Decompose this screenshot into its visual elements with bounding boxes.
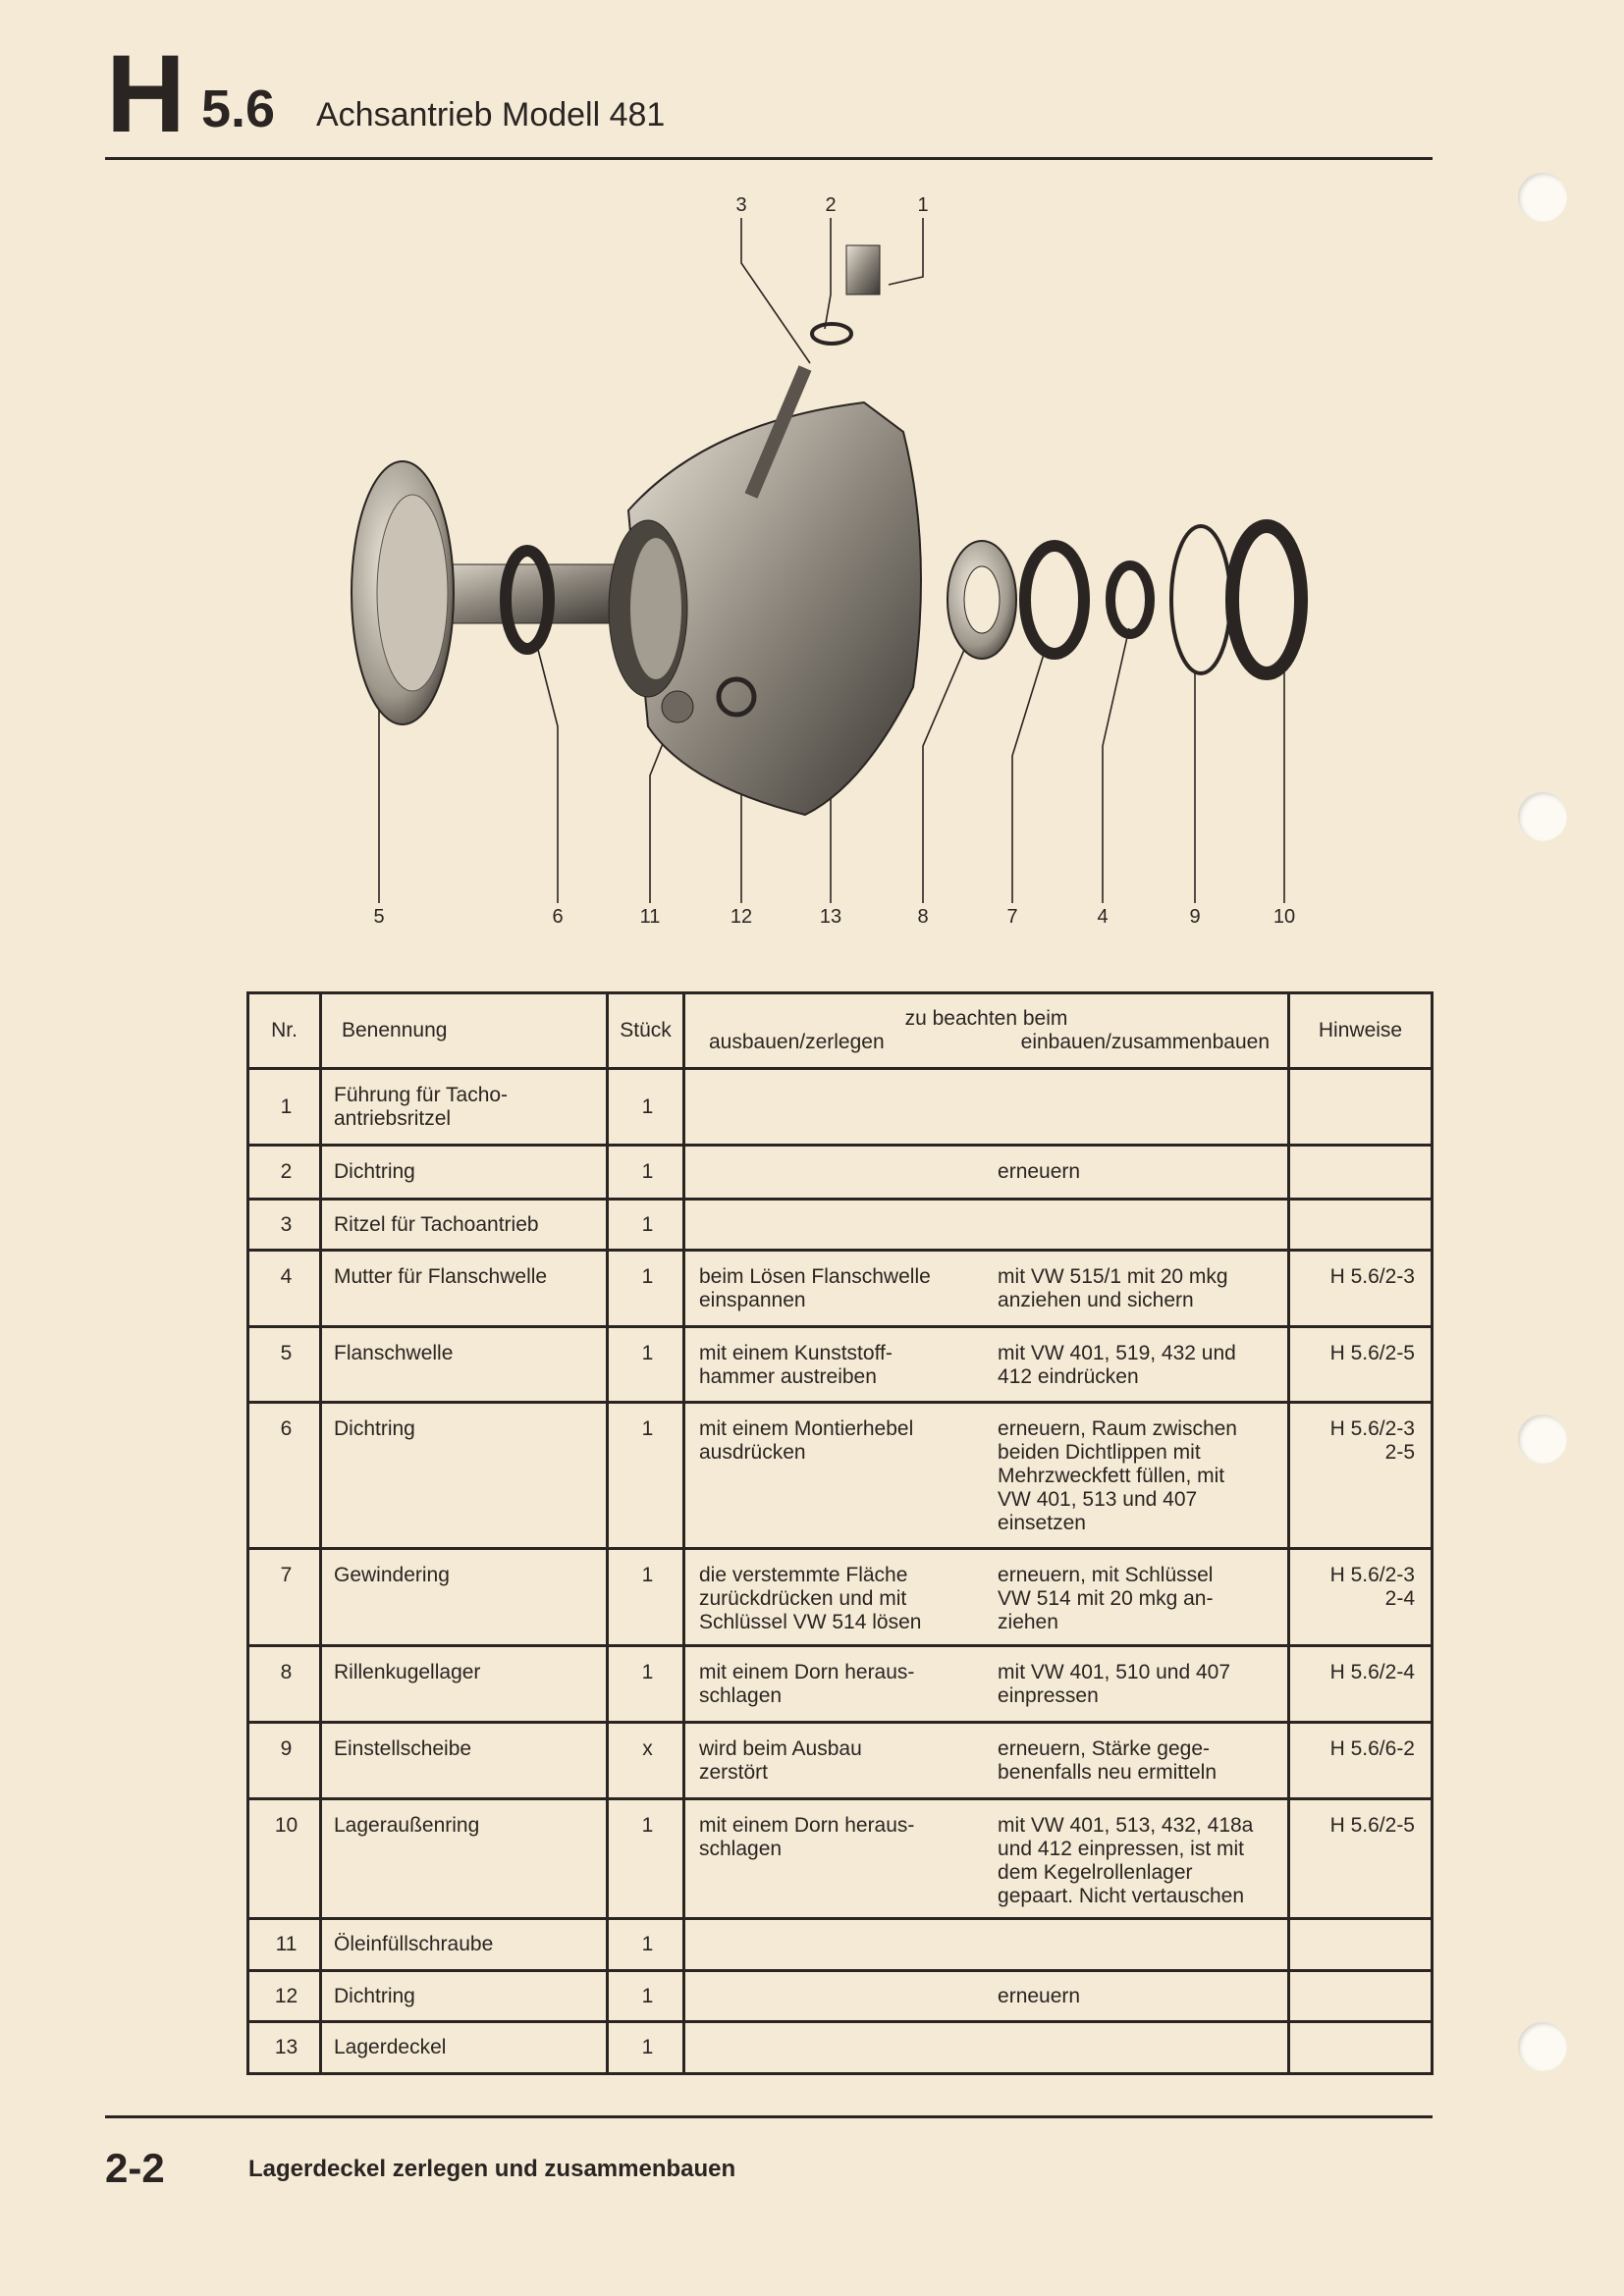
- header-hinweise: Hinweise: [1289, 993, 1433, 1069]
- shim-part: [1171, 526, 1230, 673]
- callout-label: 9: [1189, 906, 1201, 928]
- cell-zu-beachten: [684, 1919, 1289, 1971]
- cell-hinweise: [1289, 1971, 1433, 2022]
- footer-title: Lagerdeckel zerlegen und zusammenbauen: [248, 2156, 736, 2182]
- cell-nr: 7: [248, 1549, 321, 1646]
- header-zu-beachten-label: zu beachten beim: [904, 1007, 1068, 1030]
- tacho-guide-part: [846, 245, 880, 294]
- cell-hinweise: [1289, 2022, 1433, 2074]
- threaded-ring-part: [1025, 546, 1084, 654]
- cell-hinweise: [1289, 1919, 1433, 1971]
- cell-zu-beachten: [684, 1146, 1289, 1200]
- header-ausbauen: ausbauen/zerlegen: [709, 1031, 885, 1053]
- punch-hole: [1518, 1415, 1567, 1464]
- cell-ausbauen: [685, 1985, 984, 2008]
- cell-benennung: Mutter für Flanschwelle: [321, 1251, 608, 1327]
- table-row: [248, 1799, 1433, 1919]
- cell-hinweise: H 5.6/2-3 2-4: [1289, 1549, 1433, 1646]
- page-number: 2-2: [105, 2145, 165, 2191]
- cell-ausbauen: wird beim Ausbau zerstört: [699, 1737, 862, 1784]
- cell-hinweise: [1289, 1200, 1433, 1251]
- cell-hinweise: H 5.6/6-2: [1289, 1723, 1433, 1799]
- nut-part: [1110, 565, 1150, 634]
- cell-benennung: Führung für Tacho- antriebsritzel: [321, 1069, 608, 1146]
- cell-zu-beachten: [684, 1799, 1289, 1919]
- header-einbauen: einbauen/zusammenbauen: [1020, 1031, 1270, 1053]
- callout-label: 5: [373, 906, 385, 928]
- cell-nr: 4: [248, 1251, 321, 1327]
- section-letter: H: [106, 32, 184, 155]
- cell-nr: 12: [248, 1971, 321, 2022]
- cell-nr: 9: [248, 1723, 321, 1799]
- cell-stueck: 1: [608, 1919, 684, 1971]
- callout-label: 3: [735, 194, 747, 216]
- table-row: [248, 1971, 1433, 2022]
- cell-benennung: Öleinfüllschraube: [321, 1919, 608, 1971]
- cell-stueck: 1: [608, 1069, 684, 1146]
- cell-zu-beachten: [684, 1327, 1289, 1403]
- callout-label: 8: [917, 906, 929, 928]
- callout-label: 4: [1097, 906, 1109, 928]
- cell-nr: 8: [248, 1646, 321, 1723]
- cell-stueck: 1: [608, 1799, 684, 1919]
- cell-zu-beachten: [684, 1646, 1289, 1723]
- cell-hinweise: H 5.6/2-5: [1289, 1327, 1433, 1403]
- table-row: [248, 1200, 1433, 1251]
- cell-nr: 5: [248, 1327, 321, 1403]
- cell-stueck: 1: [608, 1403, 684, 1549]
- table-row: [248, 1069, 1433, 1146]
- callout-label: 10: [1272, 906, 1296, 928]
- header-nr: Nr.: [248, 993, 321, 1069]
- callout-label: 6: [552, 906, 564, 928]
- cell-zu-beachten: [684, 1200, 1289, 1251]
- section-number: 5.6: [201, 80, 276, 138]
- cell-benennung: Dichtring: [321, 1971, 608, 2022]
- cell-zu-beachten: [684, 1971, 1289, 2022]
- header-benennung: Benennung: [321, 993, 608, 1069]
- cell-ausbauen: [685, 1070, 984, 1084]
- cell-hinweise: [1289, 1069, 1433, 1146]
- cell-benennung: Rillenkugellager: [321, 1646, 608, 1723]
- flange-shaft-part: [352, 461, 628, 724]
- cell-stueck: 1: [608, 2022, 684, 2074]
- cell-einbauen: mit VW 401, 510 und 407 einpressen: [998, 1661, 1231, 1707]
- cell-stueck: 1: [608, 1549, 684, 1646]
- table-row: [248, 1403, 1433, 1549]
- cell-stueck: 1: [608, 1971, 684, 2022]
- parts-table: [246, 991, 1434, 2075]
- cell-benennung: Einstellscheibe: [321, 1723, 608, 1799]
- cell-zu-beachten: [684, 1549, 1289, 1646]
- cell-ausbauen: mit einem Dorn heraus- schlagen: [699, 1814, 915, 1860]
- bearing-outer-ring-part: [1232, 526, 1301, 673]
- cell-benennung: Flanschwelle: [321, 1327, 608, 1403]
- cell-stueck: x: [608, 1723, 684, 1799]
- cell-benennung: Lagerdeckel: [321, 2022, 608, 2074]
- cell-einbauen: erneuern, mit Schlüssel VW 514 mit 20 mkg an- ziehen: [998, 1564, 1214, 1633]
- cell-einbauen: [984, 1070, 1287, 1084]
- table-row: [248, 1146, 1433, 1200]
- callout-label: 7: [1006, 906, 1018, 928]
- cell-zu-beachten: [684, 1723, 1289, 1799]
- cell-einbauen: erneuern: [998, 1984, 1081, 2007]
- table-row: [248, 1919, 1433, 1971]
- cell-ausbauen: mit einem Kunststoff- hammer austreiben: [699, 1342, 893, 1388]
- punch-hole: [1518, 2022, 1567, 2071]
- cell-benennung: Dichtring: [321, 1403, 608, 1549]
- callout-label: 13: [819, 906, 842, 928]
- cell-nr: 3: [248, 1200, 321, 1251]
- cell-einbauen: mit VW 401, 519, 432 und 412 eindrücken: [998, 1342, 1236, 1388]
- cell-stueck: 1: [608, 1200, 684, 1251]
- header-stueck: Stück: [608, 993, 684, 1069]
- cell-benennung: Gewindering: [321, 1549, 608, 1646]
- cell-einbauen: mit VW 515/1 mit 20 mkg anziehen und sichern: [998, 1265, 1228, 1311]
- cell-zu-beachten: [684, 2022, 1289, 2074]
- cell-hinweise: H 5.6/2-5: [1289, 1799, 1433, 1919]
- table-row: [248, 1646, 1433, 1723]
- cell-ausbauen: [685, 1160, 984, 1184]
- callout-label: 1: [917, 194, 929, 216]
- cell-stueck: 1: [608, 1251, 684, 1327]
- cell-benennung: Lageraußenring: [321, 1799, 608, 1919]
- table-row: [248, 1251, 1433, 1327]
- cell-nr: 10: [248, 1799, 321, 1919]
- cell-einbauen: erneuern, Stärke gege- benenfalls neu ermitteln: [998, 1737, 1218, 1784]
- cell-benennung: Dichtring: [321, 1146, 608, 1200]
- cell-einbauen: erneuern: [998, 1160, 1081, 1183]
- cell-nr: 13: [248, 2022, 321, 2074]
- cell-nr: 2: [248, 1146, 321, 1200]
- table-row: [248, 2022, 1433, 2074]
- cell-stueck: 1: [608, 1327, 684, 1403]
- cell-nr: 6: [248, 1403, 321, 1549]
- cell-hinweise: [1289, 1146, 1433, 1200]
- table-row: [248, 1549, 1433, 1646]
- cell-hinweise: H 5.6/2-3 2-5: [1289, 1403, 1433, 1549]
- footer-rule: [105, 2115, 1433, 2118]
- cell-ausbauen: mit einem Montierhebel ausdrücken: [699, 1417, 914, 1464]
- callout-label: 2: [825, 194, 837, 216]
- cell-ausbauen: die verstemmte Fläche zurückdrücken und mit Schlüssel VW 514 lösen: [699, 1564, 922, 1633]
- table-header-row: [248, 993, 1433, 1069]
- table-row: [248, 1327, 1433, 1403]
- cell-zu-beachten: [684, 1069, 1289, 1146]
- page-title: Achsantrieb Modell 481: [316, 96, 666, 133]
- cell-nr: 1: [248, 1069, 321, 1146]
- cell-benennung: Ritzel für Tachoantrieb: [321, 1200, 608, 1251]
- table-row: [248, 1723, 1433, 1799]
- exploded-parts-diagram: [0, 0, 1624, 962]
- cell-ausbauen: mit einem Dorn heraus- schlagen: [699, 1661, 915, 1707]
- seal-ring-part: [812, 324, 851, 344]
- cell-hinweise: H 5.6/2-4: [1289, 1646, 1433, 1723]
- cell-stueck: 1: [608, 1146, 684, 1200]
- cell-ausbauen: beim Lösen Flanschwelle einspannen: [699, 1265, 931, 1311]
- callout-label: 11: [639, 906, 661, 928]
- cell-einbauen: mit VW 401, 513, 432, 418a und 412 einpressen, ist mit dem Kegelrollenlager gepaart. Nicht vertauschen: [998, 1814, 1254, 1907]
- callout-label: 12: [730, 906, 753, 928]
- cell-einbauen: erneuern, Raum zwischen beiden Dichtlippen mit Mehrzweckfett füllen, mit VW 401, 513 und 407 einsetzen: [998, 1417, 1237, 1534]
- cell-nr: 11: [248, 1919, 321, 1971]
- cell-zu-beachten: [684, 1251, 1289, 1327]
- cell-hinweise: H 5.6/2-3: [1289, 1251, 1433, 1327]
- cell-zu-beachten: [684, 1403, 1289, 1549]
- cell-stueck: 1: [608, 1646, 684, 1723]
- header-zu-beachten: [684, 993, 1289, 1069]
